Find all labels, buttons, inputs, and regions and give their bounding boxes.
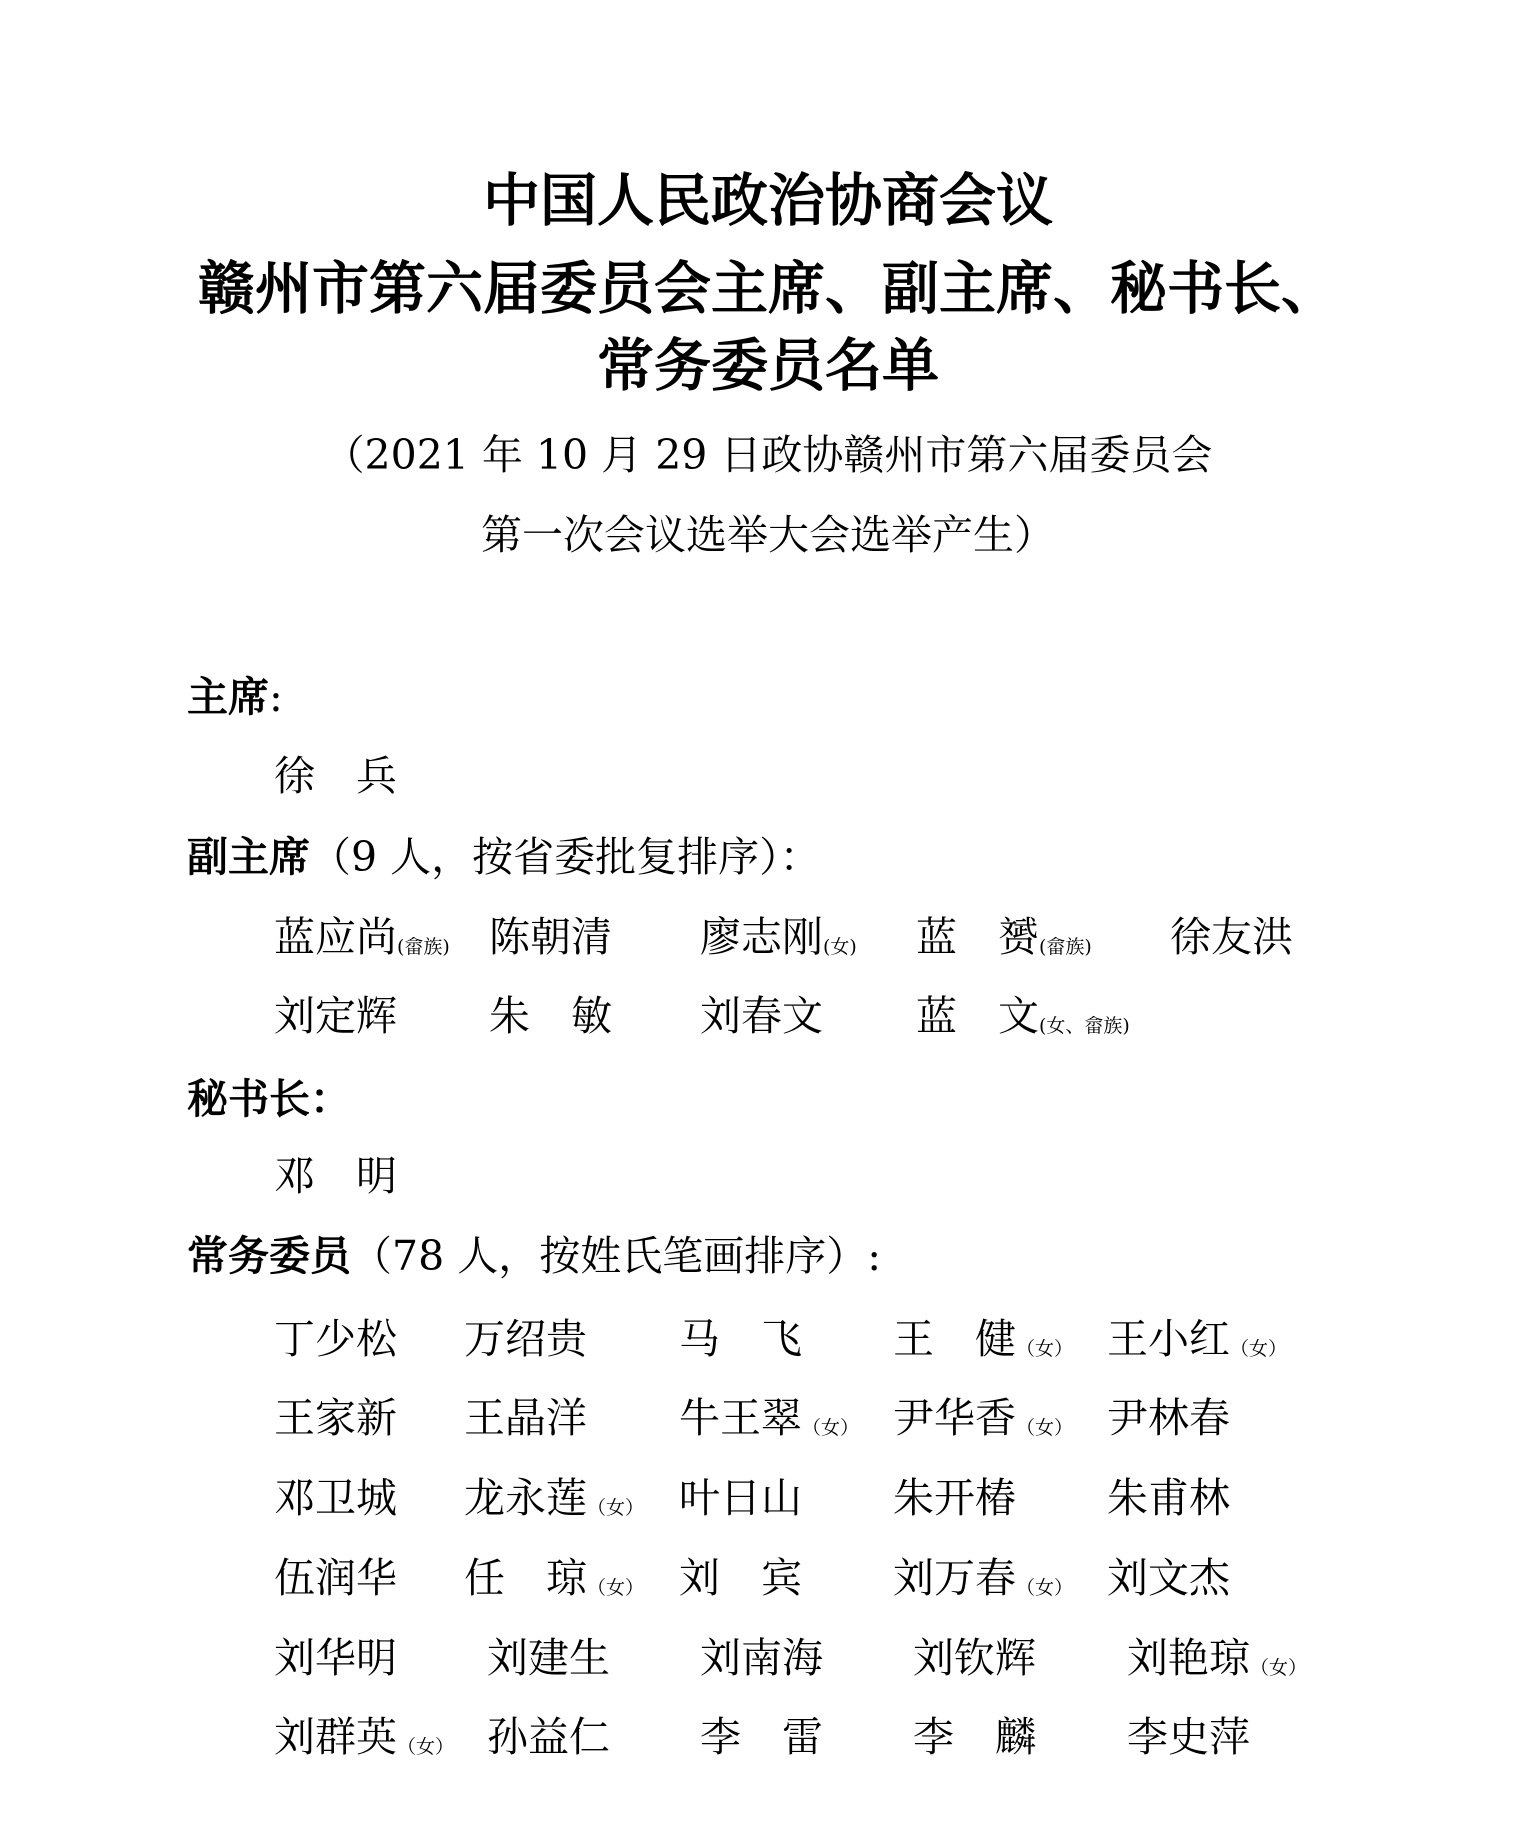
standing-members-row [0, 1388, 1536, 1448]
name-entry [274, 1628, 397, 1688]
name-entry [1170, 907, 1293, 967]
person-name: 任 琼 [464, 1554, 587, 1602]
name-entry [1127, 1707, 1250, 1767]
person-name: 李 雷 [700, 1713, 823, 1761]
person-name: 邓卫城 [274, 1474, 397, 1522]
person-note: （女） [1016, 1577, 1074, 1599]
person-name: 朱开椿 [893, 1474, 1016, 1522]
person-name: 丁少松 [274, 1315, 397, 1363]
vice-chairmen-row [0, 907, 1536, 967]
person-name: 徐 兵 [274, 752, 397, 800]
name-entry [464, 1468, 644, 1538]
person-name: 蓝应尚 [274, 913, 397, 961]
person-name: 刘南海 [700, 1634, 823, 1682]
section-heading [187, 1226, 881, 1286]
name-entry [893, 1309, 1073, 1379]
standing-members-row [0, 1628, 1536, 1688]
person-name: 李 麟 [913, 1713, 1036, 1761]
name-entry [1107, 1309, 1287, 1379]
heading-label: 秘书长： [187, 1075, 351, 1123]
name-entry [274, 1309, 397, 1369]
document-subtitle-line-1: （2021 年 10 月 29 日政协赣州市第六届委员会 [323, 431, 1213, 479]
person-name: 廖志刚 [700, 913, 823, 961]
name-entry [700, 1628, 823, 1688]
name-entry [489, 907, 612, 967]
name-entry [274, 746, 397, 806]
person-name: 牛王翠 [679, 1394, 802, 1442]
name-entry [274, 1707, 454, 1777]
person-note: （女） [587, 1497, 645, 1519]
document-subtitle-line-2: 第一次会议选举大会选举产生） [481, 511, 1055, 559]
person-note: （女） [1250, 1657, 1308, 1679]
standing-members-row [0, 1309, 1536, 1369]
name-entry [489, 986, 612, 1046]
heading-note: （78 人，按姓氏笔画排序）: [351, 1232, 882, 1280]
name-entry [274, 1146, 397, 1206]
person-name: 孙益仁 [487, 1713, 610, 1761]
person-name: 蓝 文 [916, 992, 1039, 1040]
name-entry [913, 1707, 1036, 1767]
person-note: (畲族) [1039, 936, 1092, 958]
person-name: 王晶洋 [464, 1394, 587, 1442]
heading-label: 主席 [187, 673, 269, 721]
name-entry [1107, 1468, 1230, 1528]
name-entry [700, 907, 857, 977]
person-note: （女） [587, 1577, 645, 1599]
section-heading [187, 1069, 351, 1129]
name-entry [679, 1548, 802, 1608]
document-title-line-1: 中国人民政治协商会议 [483, 167, 1053, 234]
name-entry [274, 907, 450, 977]
person-name: 朱 敏 [489, 992, 612, 1040]
person-name: 刘华明 [274, 1634, 397, 1682]
person-note: （女） [397, 1736, 455, 1758]
person-name: 王家新 [274, 1394, 397, 1442]
person-note: （女） [1230, 1338, 1288, 1360]
person-name: 刘 宾 [679, 1554, 802, 1602]
name-entry [679, 1468, 802, 1528]
name-entry [893, 1548, 1073, 1618]
person-name: 李史萍 [1127, 1713, 1250, 1761]
heading-label: 常务委员 [187, 1232, 351, 1280]
person-name: 刘春文 [700, 992, 823, 1040]
person-note: （女） [1016, 1338, 1074, 1360]
heading-label: 副主席 [187, 833, 310, 881]
person-note: （女） [1016, 1417, 1074, 1439]
section-heading [187, 667, 283, 727]
name-entry [487, 1707, 610, 1767]
chairman-names-row [0, 746, 1536, 806]
name-entry [916, 986, 1130, 1056]
chairman-heading [0, 667, 1536, 727]
person-name: 刘艳琼 [1127, 1634, 1250, 1682]
person-name: 邓 明 [274, 1152, 397, 1200]
person-name: 朱甫林 [1107, 1474, 1230, 1522]
name-entry [913, 1628, 1036, 1688]
name-entry [893, 1468, 1016, 1528]
name-entry [679, 1388, 859, 1458]
name-entry [700, 986, 823, 1046]
name-entry [893, 1388, 1073, 1458]
person-note: (女) [823, 936, 857, 958]
person-name: 伍润华 [274, 1554, 397, 1602]
person-name: 马 飞 [679, 1315, 802, 1363]
name-entry [274, 1388, 397, 1448]
secretary-general-names-row [0, 1146, 1536, 1206]
person-name: 叶日山 [679, 1474, 802, 1522]
person-name: 王 健 [893, 1315, 1016, 1363]
person-name: 刘定辉 [274, 992, 397, 1040]
person-note: (畲族) [397, 936, 450, 958]
person-name: 王小红 [1107, 1315, 1230, 1363]
document-title-line-2: 赣州市第六届委员会主席、副主席、秘书长、 [198, 255, 1338, 322]
standing-members-heading [0, 1226, 1536, 1286]
person-name: 刘钦辉 [913, 1634, 1036, 1682]
name-entry [679, 1309, 802, 1369]
name-entry [464, 1548, 644, 1618]
section-heading [187, 827, 821, 887]
document-title-line-3: 常务委员名单 [597, 332, 939, 399]
name-entry [1107, 1388, 1230, 1448]
person-name: 龙永莲 [464, 1474, 587, 1522]
standing-members-row [0, 1548, 1536, 1608]
name-entry [274, 1468, 397, 1528]
person-name: 万绍贵 [464, 1315, 587, 1363]
person-name: 尹华香 [893, 1394, 1016, 1442]
name-entry [464, 1388, 587, 1448]
name-entry [1107, 1548, 1230, 1608]
person-name: 刘万春 [893, 1554, 1016, 1602]
name-entry [274, 1548, 397, 1608]
vice-chairmen-row [0, 986, 1536, 1046]
name-entry [916, 907, 1092, 977]
person-name: 刘群英 [274, 1713, 397, 1761]
vice-chairmen-heading [0, 827, 1536, 887]
person-name: 刘建生 [487, 1634, 610, 1682]
secretary-general-heading [0, 1069, 1536, 1129]
standing-members-row [0, 1468, 1536, 1528]
person-note: (女、畲族) [1039, 1015, 1130, 1037]
person-name: 徐友洪 [1170, 913, 1293, 961]
person-name: 尹林春 [1107, 1394, 1230, 1442]
heading-note: （9 人，按省委批复排序）： [310, 833, 821, 881]
name-entry [487, 1628, 610, 1688]
name-entry [1127, 1628, 1307, 1698]
name-entry [700, 1707, 823, 1767]
standing-members-row [0, 1707, 1536, 1767]
person-name: 蓝 赟 [916, 913, 1039, 961]
name-entry [464, 1309, 587, 1369]
person-name: 陈朝清 [489, 913, 612, 961]
name-entry [274, 986, 397, 1046]
person-name: 刘文杰 [1107, 1554, 1230, 1602]
person-note: （女） [802, 1417, 860, 1439]
heading-note: : [269, 673, 283, 721]
